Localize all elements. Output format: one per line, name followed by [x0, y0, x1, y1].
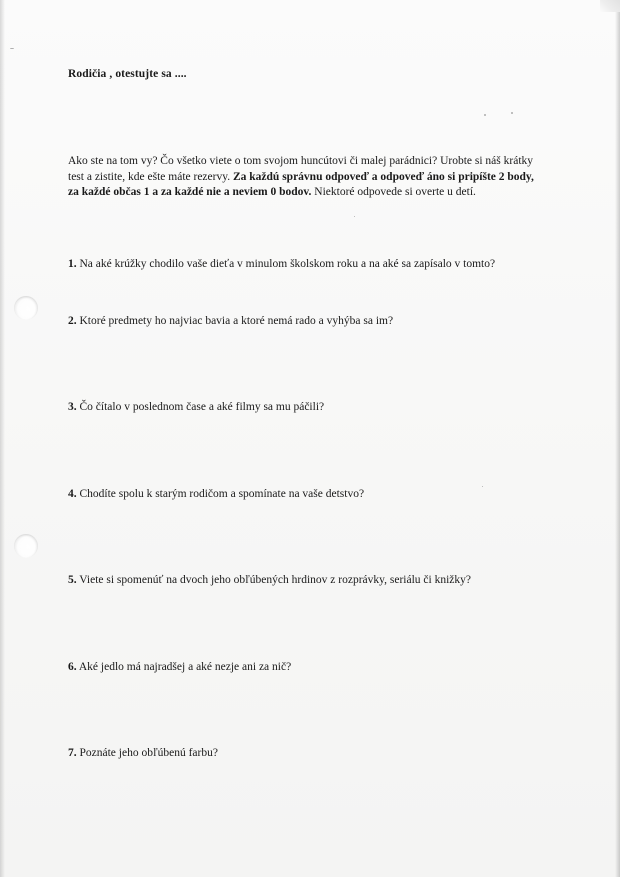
question-5	[68, 573, 568, 588]
intro-scoring-rules: Za každú správnu odpoveď a odpoveď áno si pripíšte 2 body, za každé občas 1 a za každé nie a neviem 0 bodov.	[68, 170, 534, 198]
page-left-edge-shadow	[0, 0, 5, 877]
question-number: 6.	[68, 661, 77, 673]
question-4	[68, 487, 568, 502]
scan-speck	[354, 216, 355, 217]
question-text: Čo čítalo v poslednom čase a aké filmy sa mu páčili?	[79, 401, 325, 413]
question-6	[68, 660, 568, 675]
question-number: 7.	[68, 747, 77, 759]
question-number: 5.	[68, 574, 77, 586]
question-number: 3.	[68, 401, 77, 413]
punch-hole-upper	[14, 296, 38, 320]
question-2	[68, 314, 568, 329]
intro-text-end: Niektoré odpovede si overte u detí.	[314, 186, 476, 198]
question-text: Viete si spomenúť na dvoch jeho obľúbených hrdinov z rozprávky, seriálu či knižky?	[79, 574, 471, 586]
question-text: Chodíte spolu k starým rodičom a spomínate na vaše detstvo?	[79, 488, 365, 500]
question-text: Aké jedlo má najradšej a aké nezje ani za nič?	[78, 661, 292, 673]
question-text: Poznáte jeho obľúbenú farbu?	[79, 747, 218, 759]
intro-paragraph	[68, 154, 546, 201]
page-title: Rodičia , otestujte sa ....	[68, 68, 187, 80]
page-corner-mark	[600, 0, 620, 12]
question-text: Na aké krúžky chodilo vaše dieťa v minulom školskom roku a na aké sa zapísalo v tomto?	[79, 258, 496, 270]
question-number: 1.	[68, 258, 77, 270]
page-right-edge-shadow	[615, 0, 620, 877]
question-text: Ktoré predmety ho najviac bavia a ktoré nemá rado a vyhýba sa im?	[79, 315, 394, 327]
scan-speck	[511, 112, 513, 114]
punch-hole-lower	[14, 534, 38, 558]
scan-speck	[484, 114, 486, 116]
question-7	[68, 746, 568, 761]
question-3	[68, 400, 568, 415]
question-number: 2.	[68, 315, 77, 327]
scan-speck	[10, 48, 14, 49]
question-1	[68, 257, 568, 272]
intro-text-start: Ako ste na tom vy? Čo všetko viete o tom svojom huncútovi či malej parádnici? Urobte si náš krátky test a zistite, kde ešte máte rezervy.	[68, 155, 534, 183]
question-number: 4.	[68, 488, 77, 500]
